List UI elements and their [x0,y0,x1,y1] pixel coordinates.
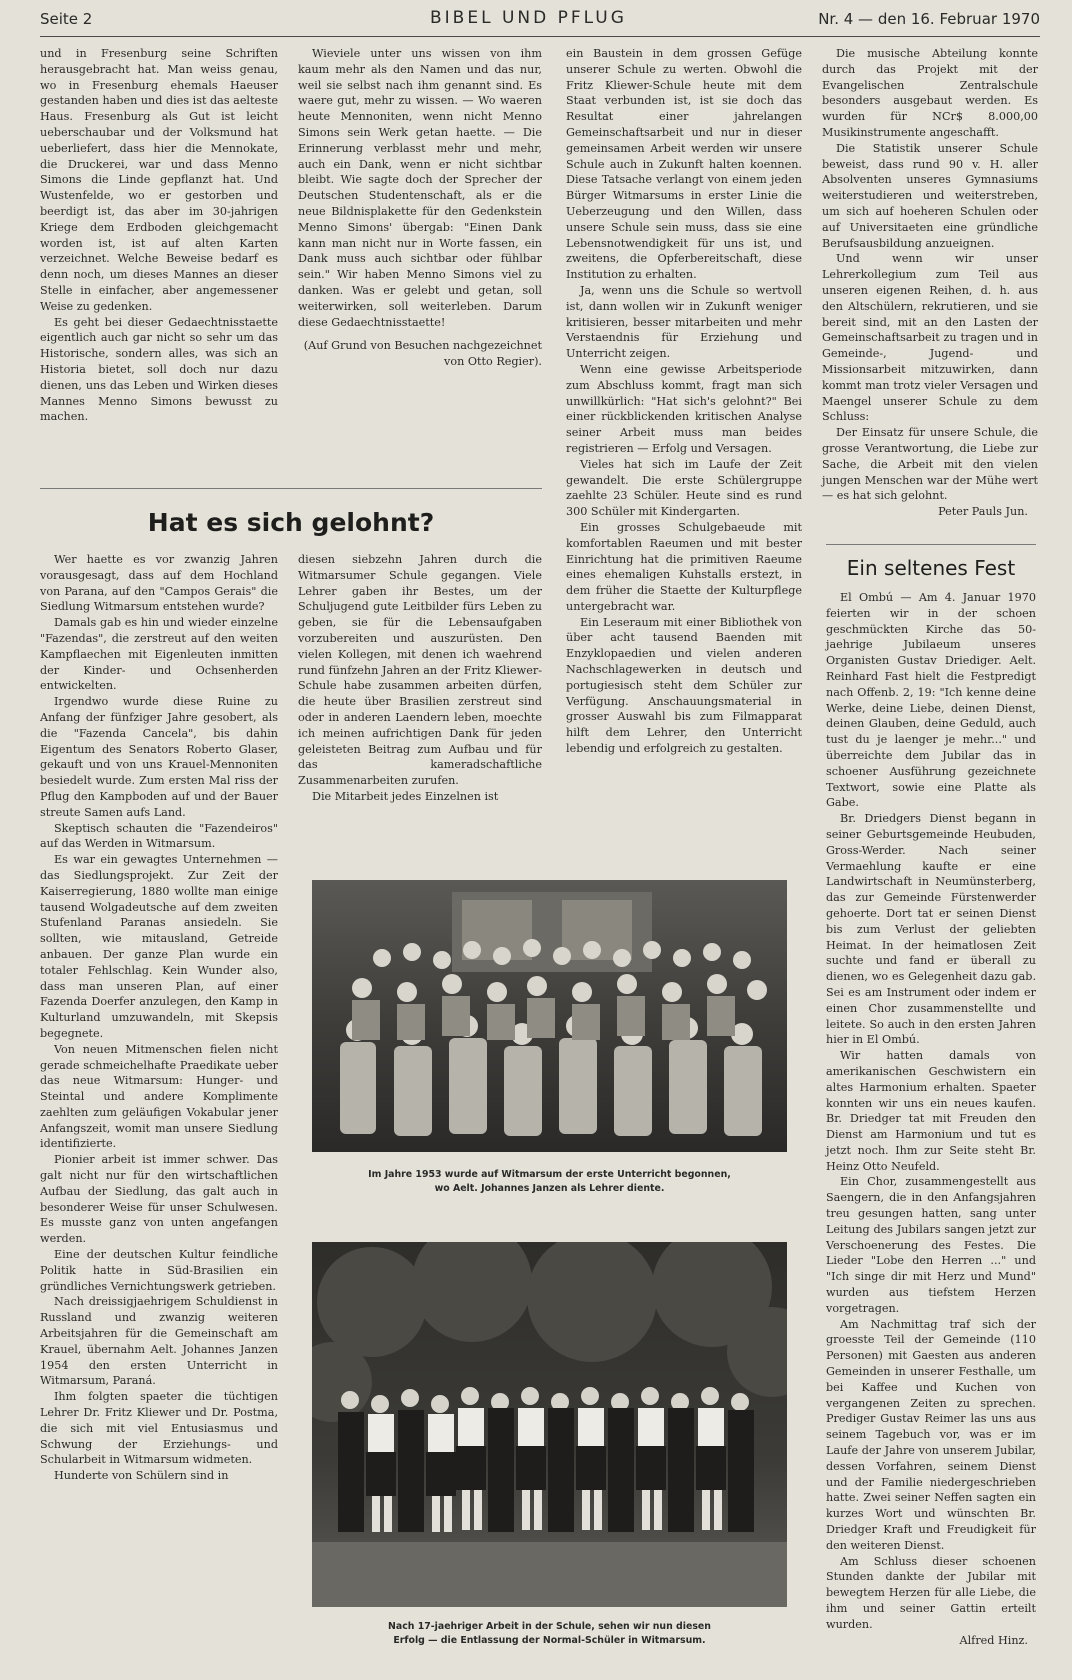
main-article-column-4 [822,46,1038,520]
newspaper-title: BIBEL UND PFLUG [430,8,627,28]
paragraph: Wer haette es vor zwanzig Jahren vorausgesagt, dass auf dem Hochland von Parana, auf den "Campos Gerais" die Siedlung Witmarsum entstehen wurde? [40,553,278,614]
paragraph: Pionier arbeit ist immer schwer. Das galt nicht nur für den wirtschaftlichen Aufbau der Siedlung, das galt auch in besonderer Weise für unser Schulwesen. Es musste ganz von unten angefangen werden. [40,1153,278,1246]
paragraph: Die Statistik unserer Schule beweist, dass rund 90 v. H. aller Absolventen unseres Gymnasiums weiterstudieren und weiterstreben, um sich auf hoeheren Schulen oder auf Universitaeten eine gründliche Berufsausbildung anzueignen. [822,141,1038,250]
paragraph: Der Einsatz für unsere Schule, die grosse Verantwortung, die Liebe zur Sache, die Arbeit mit den vielen jungen Menschen war der Mühe wert — es hat sich gelohnt. [822,426,1038,503]
section-divider [826,544,1036,545]
page-number: Seite 2 [40,10,93,28]
paragraph: Ihm folgten spaeter die tüchtigen Lehrer Dr. Fritz Kliewer und Dr. Postma, die sich mit viel Entusiasmus und Schwung der Erziehungs- und Schularbeit in Witmarsum widmeten. [40,1390,278,1467]
section-divider [40,488,542,489]
paragraph: Von neuen Mitmenschen fielen nicht gerade schmeichelhafte Praedikate ueber das neue Witmarsum: Hunger- und Steintal und andere Komplimente zaehlten zum geläufigen Vokabular jener Anfangszeit, womit man unsere Siedlung identifizierte. [40,1042,278,1151]
paragraph: Ein Chor, zusammengestellt aus Saengern, die in den Anfangsjahren treu gesungen hatten, sang unter Leitung des Jubilars sangen jetzt zur Verschoenerung des Festes. Die Lieder "Lobe den Herren ..." und "Ich singe dir mit Herz und Mund" wurden aus tiefstem Herzen vorgetragen. [826,1175,1036,1315]
paragraph: Skeptisch schauten die "Fazendeiros" auf das Werden in Witmarsum. [40,821,278,851]
caption-line: Erfolg — die Entlassung der Normal-Schüler in Witmarsum. [393,1635,706,1646]
paragraph: Damals gab es hin und wieder einzelne "Fazendas", die zerstreut auf den weiten Kampflaechen mit Eigenleuten inmitten der Kinder- und Ochsenherden entwickelten. [40,616,278,693]
paragraph: Es war ein gewagtes Unternehmen — das Siedlungsprojekt. Zur Zeit der Kaiserregierung, 1880 wollte man einige tausend Wolgadeutsche auf dem zweiten Stufenland Paranas ansiedeln. Sie sollten, wie mitausland, Getreide anbauen. Der ganze Plan wurde ein totaler Fehlschlag. Kein Wunder also, dass man unseren Plan, auf einer Fazenda Doerfer anzulegen, den Kamp in Kulturland umzuwandeln, mit Skepsis begegnete. [40,853,278,1040]
paragraph: Nach dreissigjaehrigem Schuldienst in Russland und zwanzig weiteren Arbeitsjahren für die Gemeinschaft am Krauel, übernahm Aelt. Johannes Janzen 1954 den ersten Unterricht in Witmarsum, Paraná. [40,1295,278,1388]
page-header [40,8,1040,34]
main-article-title: Hat es sich gelohnt? [147,508,435,537]
paragraph: Wir hatten damals von amerikanischen Geschwistern ein altes Harmonium erhalten. Spaeter konnten wir uns ein neues kaufen. Br. Driedger tat mit Freuden den Dienst am Harmonium und tut es jetzt noch. Ihm zur Seite steht Br. Heinz Otto Neufeld. [826,1049,1036,1173]
paragraph: Wenn eine gewisse Arbeitsperiode zum Abschluss kommt, fragt man sich unwillkürlich: "Hat sich's gelohnt?" Bei einer rückblickenden kritischen Analyse seiner Arbeit muss man beides registrieren — Erfolg und Versagen. [566,362,802,455]
paragraph: Wieviele unter uns wissen von ihm kaum mehr als den Namen und das nur, weil sie selbst nach ihm genannt sind. Es waere gut, mehr zu wissen. — Wo waeren heute Mennoniten, wenn nicht Menno Simons sein Werk getan haette. — Die Erinnerung verblasst mehr und mehr, auch ein Dank, wenn er nicht sichtbar bleibt. Wie sagte doch der Sprecher der Deutschen Studentenschaft, als er die neue Bildnisplakette für den Gedenkstein Menno Simons' übergab: "Einen Dank kann man nicht nur in Worte fassen, ein Dank muss auch sichtbar oder fühlbar sein." Wir haben Menno Simons viel zu danken. Was er gelebt und getan, soll weiterwirken, soll weiterleben. Darum diese Gedaechtnisstaette! [298,47,542,329]
paragraph: Am Nachmittag traf sich der groesste Teil der Gemeinde (110 Personen) mit Gaesten aus anderen Gemeinden in unserer Festhalle, um bei Kaffee und Kuchen von vergangenen Zeiten zu sprechen. Prediger Gustav Reimer las uns aus seinem Tagebuch vor, was er im Laufe der Jahre von unserem Jubilar, dessen Vorfahren, seinem Dienst und der Familie niedergeschrieben hatte. Zwei seiner Neffen sagten ein kurzes Wort und wünschten Br. Driedger Kraft und Freudigkeit für den weiteren Dienst. [826,1317,1036,1552]
caption-line: Nach 17-jaehriger Arbeit in der Schule, sehen wir nun diesen [388,1621,711,1632]
side-article-title: Ein seltenes Fest [846,556,1016,580]
side-article-column [826,590,1036,1648]
graduation-photo-image [312,1242,787,1607]
photo-graduation [312,1242,787,1607]
top-article-byline: (Auf Grund von Besuchen nachgezeichnet von Otto Regier). [303,339,542,369]
main-article-column-2 [298,552,542,805]
top-article-column-1 [40,46,278,425]
paragraph: Br. Driedgers Dienst begann in seiner Geburtsgemeinde Heubuden, Gross-Werder. Nach seiner Vermaehlung kaufte er eine Landwirtschaft in Neumünsterberg, das zur Gemeinde Fürstenwerder gehoerte. Dort tat er seinen Dienst bis zum Verlust der geliebten Heimat. In der heimatlosen Zeit suchte und fand er überall zu dienen, wo es Gelegenheit dazu gab. Sei es am Instrument oder indem er einen Chor zusammenstellte und leitete. So auch in den ersten Jahren hier in El Ombú. [826,812,1036,1047]
photo-caption-2 [312,1620,787,1648]
paragraph: Eine der deutschen Kultur feindliche Politik hatte in Süd-Brasilien ein gründliches Vernichtungswerk getrieben. [40,1248,278,1293]
side-article-signature: Alfred Hinz. [959,1633,1028,1647]
paragraph: Ein grosses Schulgebaeude mit komfortablen Raeumen und mit bester Einrichtung hat die primitiven Raeume eines ehemaligen Kuhstalls erstezt, in dem früher die Staette der Kulturpflege untergebracht war. [566,520,802,613]
caption-line: wo Aelt. Johannes Janzen als Lehrer diente. [434,1183,665,1194]
paragraph: Es geht bei dieser Gedaechtnisstaette eigentlich auch gar nicht so sehr um das Historische, sondern alles, was sich an Historia bietet, soll doch nur dazu dienen, uns das Leben und Wirken dieses Mannes Menno Simons bewusst zu machen. [40,315,278,424]
header-rule [40,36,1040,37]
paragraph: Die musische Abteilung konnte durch das Projekt mit der Evangelischen Zentralschule besonders ausgebaut werden. Es wurden für NCr$ 8.000,00 Musikinstrumente angeschafft. [822,47,1038,139]
paragraph: Die Mitarbeit jedes Einzelnen ist [312,789,499,803]
paragraph: diesen siebzehn Jahren durch die Witmarsumer Schule gegangen. Viele Lehrer gaben ihr Bestes, um der Schuljugend gute Leitbilder fürs Leben zu geben, sie für die Lebensaufgaben vorzubereiten und auszurüsten. Den vielen Kollegen, mit denen ich waehrend rund fünfzehn Jahren an der Fritz Kliewer-Schule habe zusammen arbeiten dürfen, die heute über Brasilien zerstreut sind oder in anderen Laendern leben, moechte ich meinen aufrichtigen Dank für jeden geleisteten Beitrag zum Aufbau und für das kameradschaftliche Zusammenarbeiten zurufen. [298,553,542,788]
photo-first-class-1953 [312,880,787,1152]
paragraph: Und wenn wir unser Lehrerkollegium zum Teil aus unseren eigenen Reihen, d. h. aus den Altschülern, rekrutieren, und sie bereit sind, mit an den Lasten der Gemeinschaftsarbeit zu tragen und in Gemeinde-, Jugend- und Missionsarbeit mitzuwirken, dann kommt man trotz vieler Versagen und Maengel unserer Schule zu dem Schluss: [822,252,1038,424]
photo-caption-1 [312,1168,787,1196]
main-article-signature: Peter Pauls Jun. [938,505,1028,519]
issue-date: Nr. 4 — den 16. Februar 1970 [818,10,1040,28]
paragraph: Hunderte von Schülern sind in [54,1469,229,1483]
paragraph: El Ombú — Am 4. Januar 1970 feierten wir in der schoen geschmückten Kirche das 50-jaehrige Jubilaeum unseres Organisten Gustav Driediger. Aelt. Reinhard Fast hielt die Festpredigt nach Offenb. 2, 19: "Ich kenne deine Werke, deine Liebe, deinen Dienst, deinen Glauben, deine Geduld, auch tust du je laenger je mehr..." und überreichte dem Jubilar das in schoener Ausführung gezeichnete Textwort, sowie eine Platte als Gabe. [826,591,1036,810]
paragraph: Am Schluss dieser schoenen Stunden dankte der Jubilar mit bewegtem Herzen für alle Liebe, die ihm und seiner Gattin erteilt wurden. [826,1554,1036,1631]
paragraph: und in Fresenburg seine Schriften herausgebracht hat. Man weiss genau, wo in Fresenburg ehemals Haeuser gestanden haben und dies ist das aelteste Haus. Fresenburg als Gut ist leicht ueberschaubar und der Volksmund hat ueberliefert, dass hier die Mennokate, die Druckerei, war und dass Menno Simons die Linde gepflanzt hat. Und Wustenfelde, wo er gestorben und beerdigt ist, das aber im 30-jahrigen Kriege dem Erdboden gleichgemacht worden ist, ist auf alten Karten verzeichnet. Welche Beweise bedarf es denn noch, um dieses Mannes an dieser Stelle in einfacher, aber angemessener Weise zu gedenken. [40,47,278,313]
group-photo-image [312,880,787,1152]
paragraph: Irgendwo wurde diese Ruine zu Anfang der fünfziger Jahre gesobert, als die "Fazenda Cancela", bis dahin Eigentum des Senators Roberto Glaser, gekauft und von uns Krauel-Mennoniten besiedelt wurde. Zum ersten Mal riss der Pflug den Kampboden auf und der Bauer streute Samen aufs Land. [40,695,278,819]
main-article-column-3 [566,46,802,757]
top-article-column-2 [298,46,542,370]
main-article-column-1 [40,552,278,1484]
paragraph: ein Baustein in dem grossen Gefüge unserer Schule zu werten. Obwohl die Fritz Kliewer-Schule heute mit dem Staat verbunden ist, ist sie doch das Resultat einer jahrelangen Gemeinschaftsarbeit und nur in dieser gemeinsamen Arbeit werden wir unsere Schule auch in Zukunft halten koennen. Diese Tatsache verlangt von einem jeden Bürger Witmarsums in erster Linie die Ueberzeugung und den Willen, dass unsere Schule sein muss, dass sie eine Lebensnotwendigkeit für uns ist, und zweitens, die Opferbereitschaft, diese Institution zu erhalten. [566,47,802,282]
paragraph: Vieles hat sich im Laufe der Zeit gewandelt. Die erste Schülergruppe zaehlte 23 Schüler. Heute sind es rund 300 Schüler mit Kindergarten. [566,457,802,519]
paragraph: Ja, wenn uns die Schule so wertvoll ist, dann wollen wir in Zukunft weniger kritisieren, besser mitarbeiten und mehr Verstaendnis für Erziehung und Unterricht zeigen. [566,283,802,361]
paragraph: Ein Leseraum mit einer Bibliothek von über acht tausend Baenden mit Enzyklopaedien und vielen anderen Nachschlagewerken in deutsch und portugiesisch steht dem Schüler zur Verfügung. Anschauungsmaterial in grosser Auswahl bis zum Filmapparat hilft dem Lehrer, den Unterricht lebendig und erfolgreich zu gestalten. [566,615,802,756]
caption-line: Im Jahre 1953 wurde auf Witmarsum der erste Unterricht begonnen, [368,1169,731,1180]
